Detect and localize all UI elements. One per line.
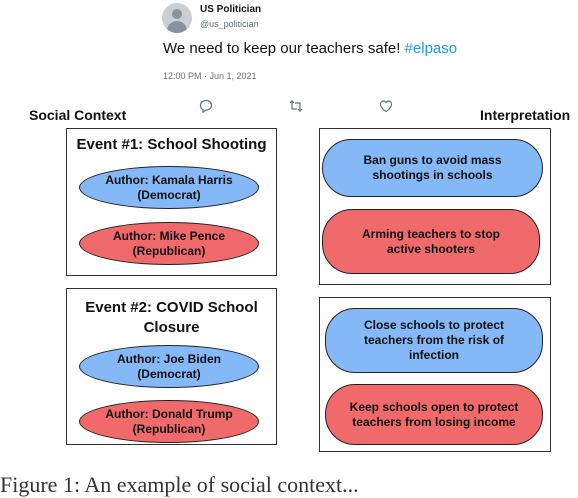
avatar[interactable]: [162, 3, 192, 33]
author-name: Author: Joe Biden: [117, 351, 221, 366]
tweet-text-body: We need to keep our teachers safe!: [163, 40, 405, 57]
avatar-head: [172, 9, 182, 19]
like-icon[interactable]: [378, 98, 394, 114]
tweet-author-name[interactable]: US Politician: [200, 4, 262, 15]
interpretation-line: shootings in schools: [372, 168, 493, 182]
author-party: (Republican): [132, 243, 206, 258]
event-2-title-line: Closure: [143, 319, 200, 336]
author-kamala-harris: [79, 166, 259, 209]
hashtag-link[interactable]: #elpaso: [404, 40, 458, 57]
author-joe-biden: [79, 345, 259, 388]
author-donald-trump: [79, 400, 259, 443]
tweet-handle[interactable]: @us_politician: [200, 19, 259, 29]
interpretation-line: active shooters: [386, 241, 476, 256]
interpretation-label: Interpretation: [480, 107, 571, 123]
interpretation-line: Close schools to protect: [363, 318, 504, 332]
interpretation-arming-teachers: [322, 209, 540, 274]
interpretation-line: Arming teachers to stop: [361, 226, 501, 241]
author-party: (Democrat): [137, 187, 201, 202]
interpretation-close-schools: [325, 308, 543, 373]
figure-caption: Figure 1: An example of social context...: [0, 472, 359, 497]
interpretation-keep-schools-open: [325, 384, 543, 445]
event-2-title-line: Event #2: COVID School: [85, 299, 258, 316]
reply-icon[interactable]: [198, 98, 214, 114]
tweet-timestamp[interactable]: 12:00 PM · Jun 1, 2021: [163, 71, 257, 81]
event-2-title: [67, 298, 276, 338]
interpretation-line: Ban guns to avoid mass: [363, 153, 502, 167]
author-party: (Democrat): [137, 366, 201, 381]
interpretation-line: Keep schools open to protect: [349, 399, 519, 414]
interpretation-ban-guns: [322, 139, 543, 197]
author-name: Author: Donald Trump: [105, 406, 233, 421]
interpretation-line: teachers from losing income: [352, 414, 516, 429]
event-1-title: Event #1: School Shooting: [76, 136, 267, 153]
social-context-label: Social Context: [29, 107, 127, 123]
interpretation-line: teachers from the risk of: [363, 333, 505, 347]
author-party: (Republican): [132, 421, 206, 436]
author-mike-pence: [79, 222, 259, 265]
interpretation-line: infection: [408, 348, 459, 362]
avatar-body: [167, 21, 187, 33]
author-name: Author: Kamala Harris: [105, 172, 233, 187]
retweet-icon[interactable]: [288, 98, 304, 114]
tweet-text: [163, 40, 457, 57]
author-name: Author: Mike Pence: [112, 228, 226, 243]
